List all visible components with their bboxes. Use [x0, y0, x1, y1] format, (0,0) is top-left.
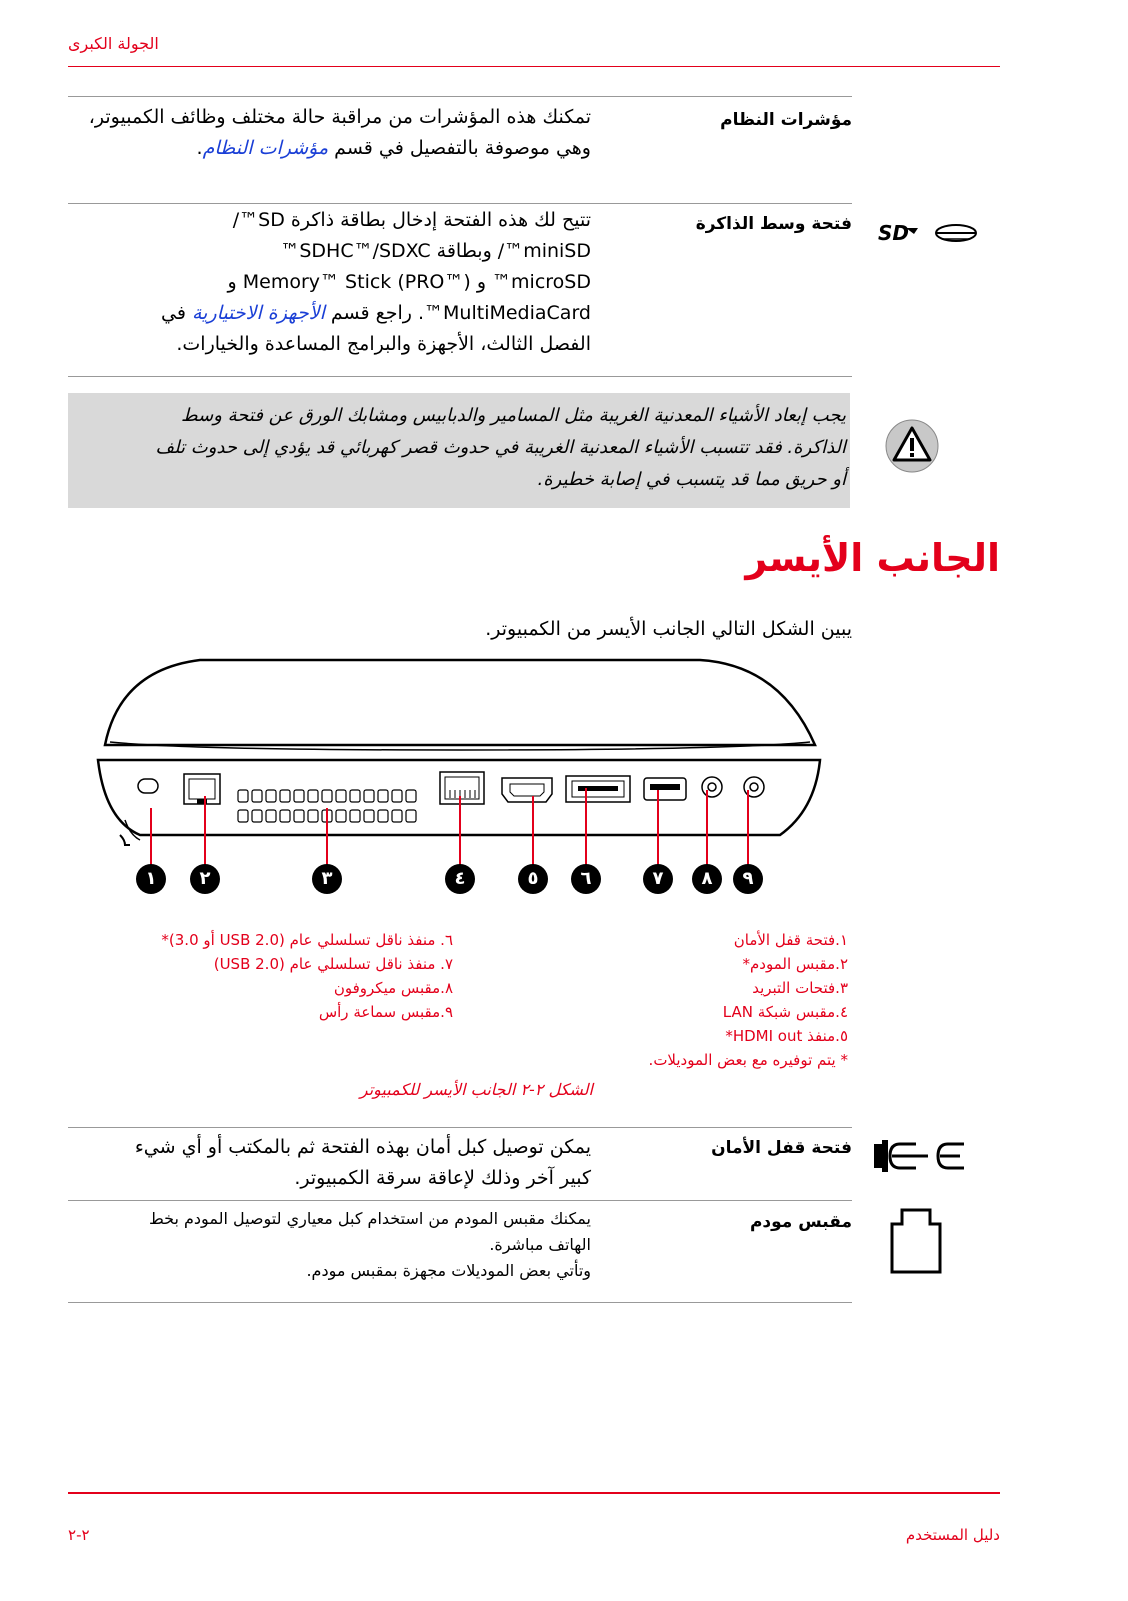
callout-9: ٩: [733, 864, 763, 894]
legend-item: ٢.مقبس المودم*: [742, 955, 848, 973]
desc-text: تمكنك هذه المؤشرات من مراقبة حالة مختلف وظائف الكمبيوتر، وهي موصوفة بالتفصيل في قسم: [88, 106, 591, 159]
desc-line: microSD™ و Memory™ Stick (PRO™) و: [227, 271, 591, 293]
desc-line: تتيح لك هذه الفتحة إدخال بطاقة ذاكرة SD™/: [232, 209, 591, 231]
table-rule: [68, 96, 852, 97]
table-rule: [68, 203, 852, 204]
desc-line: يمكنك مقبس المودم من استخدام كبل معياري لتوصيل المودم بخط: [148, 1209, 591, 1228]
callout-2: ٢: [190, 864, 220, 894]
modem-jack-icon: [888, 1206, 944, 1280]
warning-line: يجب إبعاد الأشياء المعدنية الغريبة مثل المسامير والدبابيس ومشابك الورق عن فتحة وسط: [181, 405, 846, 426]
figure-legend-right: [588, 928, 848, 1072]
legend-item: ٦. منفذ ناقل تسلسلي عام (USB 2.0 أو 3.0)*: [161, 931, 453, 949]
legend-item: ٧. منفذ ناقل تسلسلي عام (USB 2.0): [213, 955, 453, 973]
desc-line: يمكن توصيل كبل أمان بهذه الفتحة ثم بالمكتب أو أي شيء: [134, 1136, 591, 1158]
legend-item: ٨.مقبس ميكروفون: [333, 979, 453, 997]
term-memory-slot: فتحة وسط الذاكرة: [695, 214, 852, 234]
desc-line: الفصل الثالث، الأجهزة والبرامج المساعدة والخيارات.: [176, 333, 591, 355]
section-intro: يبين الشكل التالي الجانب الأيسر من الكمبيوتر.: [485, 618, 852, 640]
legend-item: ٣.فتحات التبريد: [752, 979, 848, 997]
legend-item: ٩.مقبس سماعة رأس: [318, 1003, 453, 1021]
callout-3: ٣: [312, 864, 342, 894]
svg-text:SD: SD: [878, 221, 910, 245]
desc-line: [71, 298, 591, 329]
term-security-lock: فتحة قفل الأمان: [711, 1138, 852, 1158]
header-rule: [68, 66, 1000, 67]
callout-1: ١: [136, 864, 166, 894]
figure-legend-left: [113, 928, 453, 1024]
term-system-indicators: مؤشرات النظام: [720, 110, 852, 130]
desc-line: وتأتي بعض الموديلات مجهزة بمقبس مودم.: [306, 1261, 591, 1280]
desc-line: الهاتف مباشرة.: [489, 1235, 591, 1254]
desc-memory-slot: [71, 205, 591, 360]
warning-line: الذاكرة. فقد تتسبب الأشياء المعدنية الغريبة في حدوث قصر كهربائي قد يؤدي إلى حدوث تلف: [155, 437, 846, 458]
footer-rule: [68, 1492, 1000, 1494]
desc-text: في: [161, 302, 192, 324]
legend-item: ٤.مقبس شبكة LAN: [722, 1003, 848, 1021]
link-optional-devices[interactable]: الأجهزة الاختيارية: [192, 302, 325, 324]
callout-7: ٧: [643, 864, 673, 894]
callout-8: ٨: [692, 864, 722, 894]
desc-line: miniSD™/ وبطاقة SDHC™/SDXC™: [280, 240, 591, 262]
callout-4: ٤: [445, 864, 475, 894]
table-rule: [68, 1127, 852, 1128]
footer-title: دليل المستخدم: [905, 1526, 1000, 1544]
table-rule: [68, 1200, 852, 1201]
page-number: ٢-٢: [68, 1526, 90, 1544]
desc-suffix: .: [196, 137, 203, 159]
callout-6: ٦: [571, 864, 601, 894]
desc-text: MultiMediaCard™. راجع قسم: [324, 302, 591, 324]
section-title: الجانب الأيسر: [745, 536, 1000, 580]
chapter-header: الجولة الكبرى: [68, 34, 159, 53]
figure-caption: الشكل ٢-٢ الجانب الأيسر للكمبيوتر: [359, 1080, 593, 1099]
warning-icon: [884, 418, 940, 478]
callout-5: ٥: [518, 864, 548, 894]
legend-item: ١.فتحة قفل الأمان: [733, 931, 848, 949]
term-modem-jack: مقبس مودم: [749, 1212, 852, 1232]
desc-modem-jack: [71, 1206, 591, 1284]
desc-system-indicators: [71, 102, 591, 164]
legend-item: ٥.منفذ HDMI out*: [725, 1027, 848, 1045]
legend-item: * يتم توفيره مع بعض الموديلات.: [648, 1051, 848, 1069]
table-rule: [68, 1302, 852, 1303]
warning-line: أو حريق مما قد يتسبب في إصابة خطيرة.: [537, 469, 846, 490]
security-lock-icon: [872, 1138, 968, 1178]
desc-line: كبير آخر وذلك لإعاقة سرقة الكمبيوتر.: [294, 1167, 591, 1189]
link-system-indicators[interactable]: مؤشرات النظام: [202, 137, 329, 159]
table-rule: [68, 376, 852, 377]
sd-logo-icon: [876, 220, 980, 250]
warning-text: [76, 400, 846, 496]
desc-security-lock: [71, 1132, 591, 1194]
